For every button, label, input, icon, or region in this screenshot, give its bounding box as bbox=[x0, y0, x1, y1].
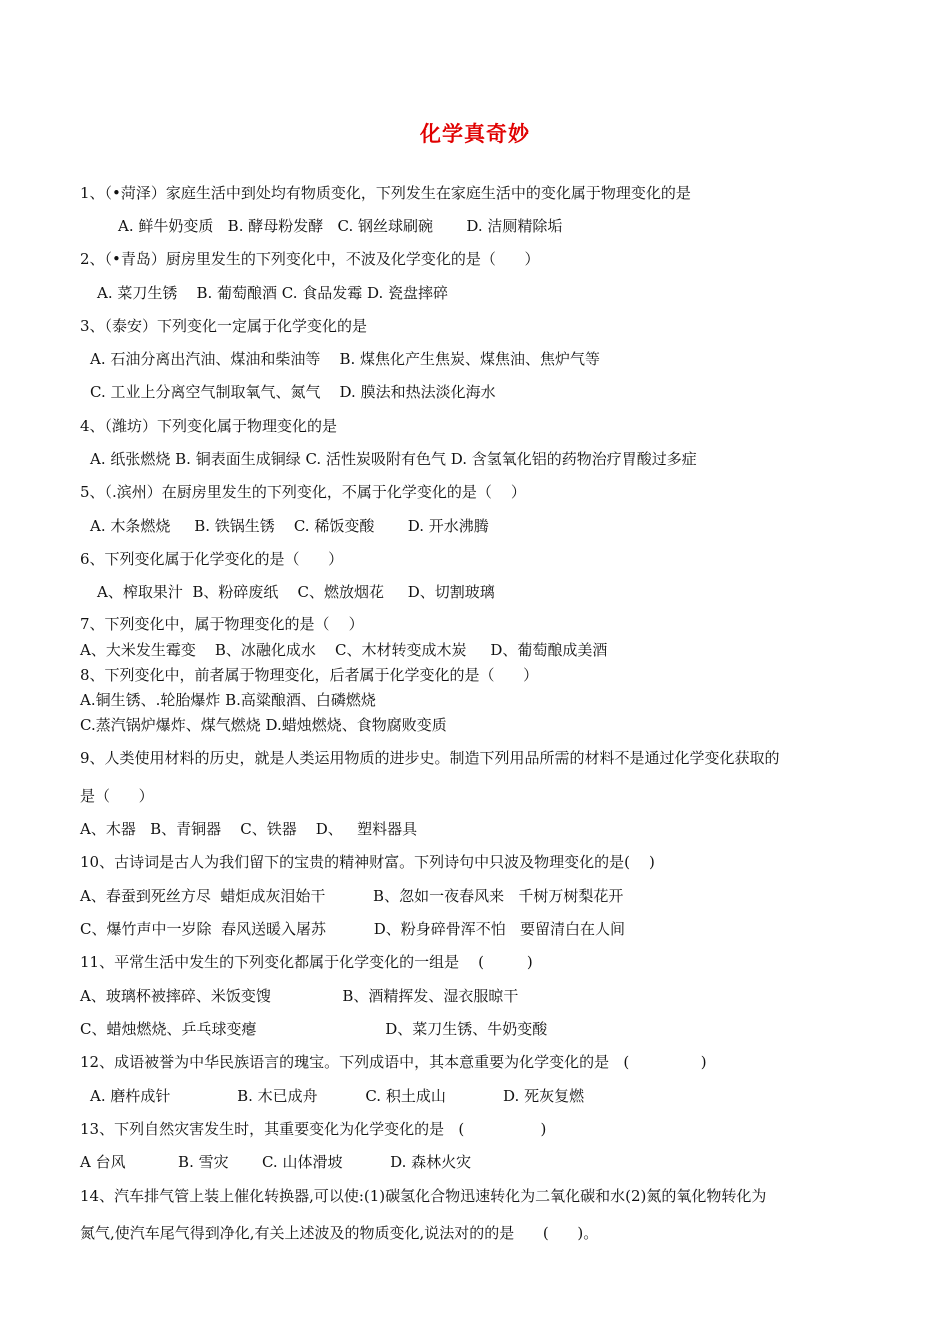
question-12: 12、成语被誉为中华民族语言的瑰宝。下列成语中，其本意重要为化学变化的是 ( ) bbox=[80, 1053, 707, 1071]
question-2-options: A. 菜刀生锈 B. 葡萄酿酒 C. 食品发霉 D. 瓷盘摔碎 bbox=[97, 284, 449, 302]
question-10-options-ab: A、春蚕到死丝方尽 蜡炬成灰泪始干 B、忽如一夜春风来 千树万树梨花开 bbox=[80, 887, 624, 905]
question-3: 3、（泰安）下列变化一定属于化学变化的是 bbox=[80, 317, 368, 335]
question-1: 1、（•菏泽）家庭生活中到处均有物质变化，下列发生在家庭生活中的变化属于物理变化的是 bbox=[80, 184, 691, 202]
question-8-options-cd: C.蒸汽锅炉爆炸、煤气燃烧 D.蜡烛燃烧、食物腐败变质 bbox=[80, 716, 447, 734]
question-5: 5、（.滨州）在厨房里发生的下列变化，不属于化学变化的是（ ） bbox=[80, 483, 526, 501]
question-9-cont: 是（ ） bbox=[80, 787, 154, 805]
question-8-options-ab: A.铜生锈、.轮胎爆炸 B.高粱酿酒、白磷燃烧 bbox=[80, 691, 376, 709]
question-1-options: A. 鲜牛奶变质 B. 酵母粉发酵 C. 钢丝球刷碗 D. 洁厕精除垢 bbox=[118, 217, 563, 235]
question-6: 6、下列变化属于化学变化的是（ ） bbox=[80, 550, 344, 568]
question-9-options: A、木器 B、青铜器 C、铁器 D、 塑料器具 bbox=[80, 820, 418, 838]
question-11-options-cd: C、蜡烛燃烧、乒乓球变瘪 D、菜刀生锈、牛奶变酸 bbox=[80, 1020, 548, 1038]
question-11-options-ab: A、玻璃杯被摔碎、米饭变馊 B、酒精挥发、湿衣服晾干 bbox=[80, 987, 519, 1005]
question-10-options-cd: C、爆竹声中一岁除 春风送暖入屠苏 D、粉身碎骨浑不怕 要留清白在人间 bbox=[80, 920, 626, 938]
question-12-options: A. 磨杵成针 B. 木已成舟 C. 积土成山 D. 死灰复燃 bbox=[90, 1087, 585, 1105]
question-2: 2、（•青岛）厨房里发生的下列变化中，不波及化学变化的是（ ） bbox=[80, 250, 540, 268]
question-13: 13、下列自然灾害发生时，其重要变化为化学变化的是 ( ) bbox=[80, 1120, 547, 1138]
question-3-options-ab: A. 石油分离出汽油、煤油和柴油等 B. 煤焦化产生焦炭、煤焦油、焦炉气等 bbox=[90, 350, 601, 368]
question-6-options: A、榨取果汁 B、粉碎废纸 C、燃放烟花 D、切割玻璃 bbox=[97, 583, 495, 601]
question-13-options: A 台风 B. 雪灾 C. 山体滑坡 D. 森林火灾 bbox=[80, 1153, 472, 1171]
question-14: 14、汽车排气管上装上催化转换器,可以使:(1)碳氢化合物迅速转化为二氧化碳和水(2)氮的氧化物转化为 bbox=[80, 1187, 767, 1205]
question-7: 7、下列变化中，属于物理变化的是（ ） bbox=[80, 615, 364, 633]
question-3-options-cd: C. 工业上分离空气制取氧气、氮气 D. 膜法和热法淡化海水 bbox=[90, 383, 496, 401]
question-5-options: A. 木条燃烧 B. 铁锅生锈 C. 稀饭变酸 D. 开水沸腾 bbox=[90, 517, 489, 535]
question-14-cont: 氮气,使汽车尾气得到净化,有关上述波及的物质变化,说法对的的是 ( )。 bbox=[80, 1224, 599, 1242]
question-9: 9、人类使用材料的历史，就是人类运用物质的进步史。制造下列用品所需的材料不是通过化学变化获取的 bbox=[80, 749, 780, 767]
question-4-options: A. 纸张燃烧 B. 铜表面生成铜绿 C. 活性炭吸附有色气 D. 含氢氧化铝的药物治疗胃酸过多症 bbox=[90, 450, 697, 468]
page-title: 化学真奇妙 bbox=[420, 122, 530, 146]
question-8: 8、下列变化中，前者属于物理变化，后者属于化学变化的是（ ） bbox=[80, 666, 539, 684]
question-4: 4、（潍坊）下列变化属于物理变化的是 bbox=[80, 417, 338, 435]
question-11: 11、平常生活中发生的下列变化都属于化学变化的一组是 ( ) bbox=[80, 953, 533, 971]
question-10: 10、古诗词是古人为我们留下的宝贵的精神财富。下列诗句中只波及物理变化的是( ) bbox=[80, 853, 655, 871]
question-7-options: A、大米发生霉变 B、冰融化成水 C、木材转变成木炭 D、葡萄酿成美酒 bbox=[80, 641, 608, 659]
